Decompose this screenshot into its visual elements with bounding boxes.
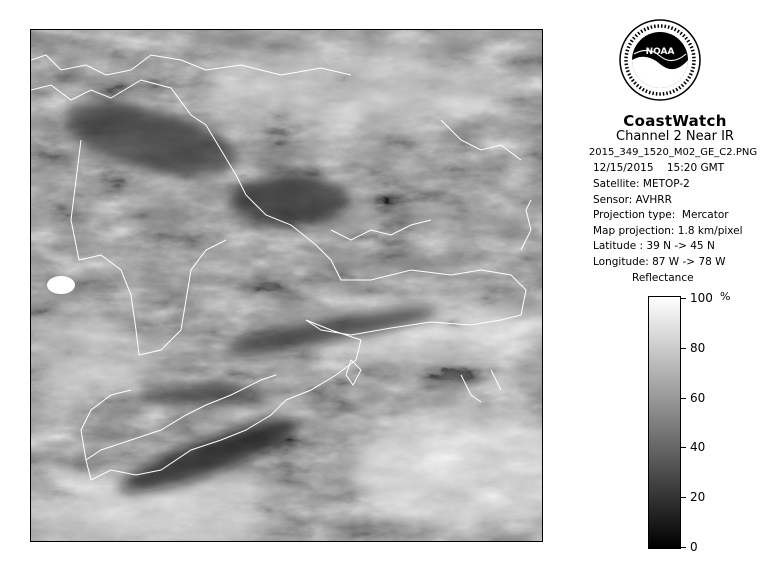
longitude-label: Longitude: 87 W -> 78 W (593, 256, 726, 268)
colorbar-tick (680, 298, 686, 299)
projection-type-label: Projection type: Mercator (593, 209, 729, 221)
colorbar-tick-label: 20 (690, 490, 706, 504)
datetime-label: 12/15/2015 15:20 GMT (593, 162, 725, 174)
reflectance-colorbar (648, 296, 681, 549)
colorbar-tick (680, 497, 686, 498)
sensor-label: Sensor: AVHRR (593, 194, 672, 206)
satellite-image (30, 29, 543, 542)
satellite-map (31, 30, 543, 542)
colorbar-tick-label: 100 (690, 291, 713, 305)
noaa-seal-icon (618, 14, 702, 110)
colorbar-tick-label: 80 (690, 341, 706, 355)
colorbar-unit: % (720, 290, 731, 303)
colorbar-title: Reflectance (632, 272, 694, 284)
app-title: CoastWatch (623, 112, 727, 130)
colorbar-tick-label: 40 (690, 440, 706, 454)
colorbar-tick-label: 0 (690, 540, 698, 554)
map-projection-label: Map projection: 1.8 km/pixel (593, 225, 743, 237)
filename-label: 2015_349_1520_M02_GE_C2.PNG (588, 147, 758, 158)
colorbar-tick (680, 398, 686, 399)
channel-label: Channel 2 Near IR (616, 129, 734, 144)
logo-center-text: NOAA (645, 47, 675, 57)
colorbar-tick (680, 348, 686, 349)
colorbar-tick (680, 447, 686, 448)
satellite-label: Satellite: METOP-2 (593, 178, 690, 190)
colorbar-tick (680, 547, 686, 548)
colorbar-tick-label: 60 (690, 391, 706, 405)
latitude-label: Latitude : 39 N -> 45 N (593, 240, 715, 252)
